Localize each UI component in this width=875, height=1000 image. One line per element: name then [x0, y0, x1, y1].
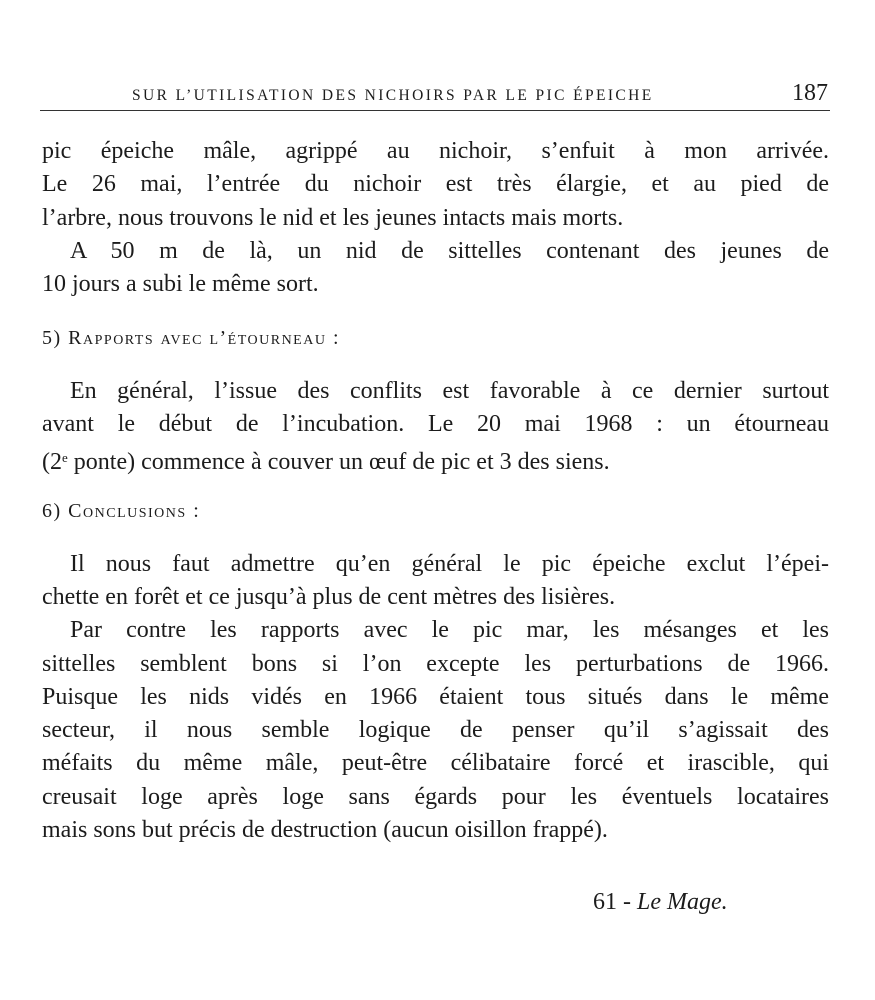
page-number: 187	[792, 80, 828, 106]
paragraph-line: Puisque les nids vidés en 1966 étaient tous situés dans le même	[42, 684, 829, 710]
paragraph-line-with-parenthetical	[42, 442, 829, 474]
paragraph-line: A 50 m de là, un nid de sittelles contenant des jeunes de	[70, 238, 829, 264]
signature	[593, 886, 728, 918]
paragraph-line: creusait loge après loge sans égards pour les éventuels locataires	[42, 784, 829, 810]
paragraph-line: Il nous faut admettre qu’en général le pic épeiche exclut l’épei-	[70, 551, 829, 577]
paragraph-line-text: commence à couver un œuf de pic et 3 des siens.	[141, 449, 610, 475]
signature-author: Le Mage.	[637, 889, 728, 915]
paragraph-line: pic épeiche mâle, agrippé au nichoir, s’enfuit à mon arrivée.	[42, 138, 829, 164]
paragraph-line: En général, l’issue des conflits est favorable à ce dernier surtout	[70, 378, 829, 404]
paragraph-line: Le 26 mai, l’entrée du nichoir est très élargie, et au pied de	[42, 171, 829, 197]
signature-department: 61 -	[593, 889, 631, 915]
section-heading-5	[42, 324, 340, 352]
paragraph-line: 10 jours a subi le même sort.	[42, 271, 319, 297]
paragraph-line: Par contre les rapports avec le pic mar, les mésanges et les	[70, 617, 829, 643]
paragraph-line: l’arbre, nous trouvons le nid et les jeunes intacts mais morts.	[42, 205, 624, 231]
paragraph-line: avant le début de l’incubation. Le 20 mai 1968 : un étourneau	[42, 411, 829, 437]
section-title: Conclusions :	[68, 500, 201, 522]
section-heading-6	[42, 497, 200, 525]
parenthetical-open: (2	[42, 449, 62, 475]
paragraph-line: secteur, il nous semble logique de penser qu’il s’agissait des	[42, 717, 829, 743]
running-head: SUR L’UTILISATION DES NICHOIRS PAR LE PIC ÉPEICHE	[132, 87, 654, 104]
paragraph-line: chette en forêt et ce jusqu’à plus de cent mètres des lisières.	[42, 584, 616, 610]
paragraph-line: mais sons but précis de destruction (aucun oisillon frappé).	[42, 817, 608, 843]
parenthetical-close: ponte)	[67, 449, 136, 475]
section-number: 6)	[42, 500, 62, 522]
paragraph-line: sittelles semblent bons si l’on excepte les perturbations de 1966.	[42, 651, 829, 677]
section-title: Rapports avec l’étourneau :	[68, 327, 341, 349]
paragraph-line: méfaits du même mâle, peut-être célibataire forcé et irascible, qui	[42, 750, 829, 776]
page-header	[40, 78, 830, 111]
section-number: 5)	[42, 327, 62, 349]
ordinal-superscript: e	[62, 450, 68, 465]
